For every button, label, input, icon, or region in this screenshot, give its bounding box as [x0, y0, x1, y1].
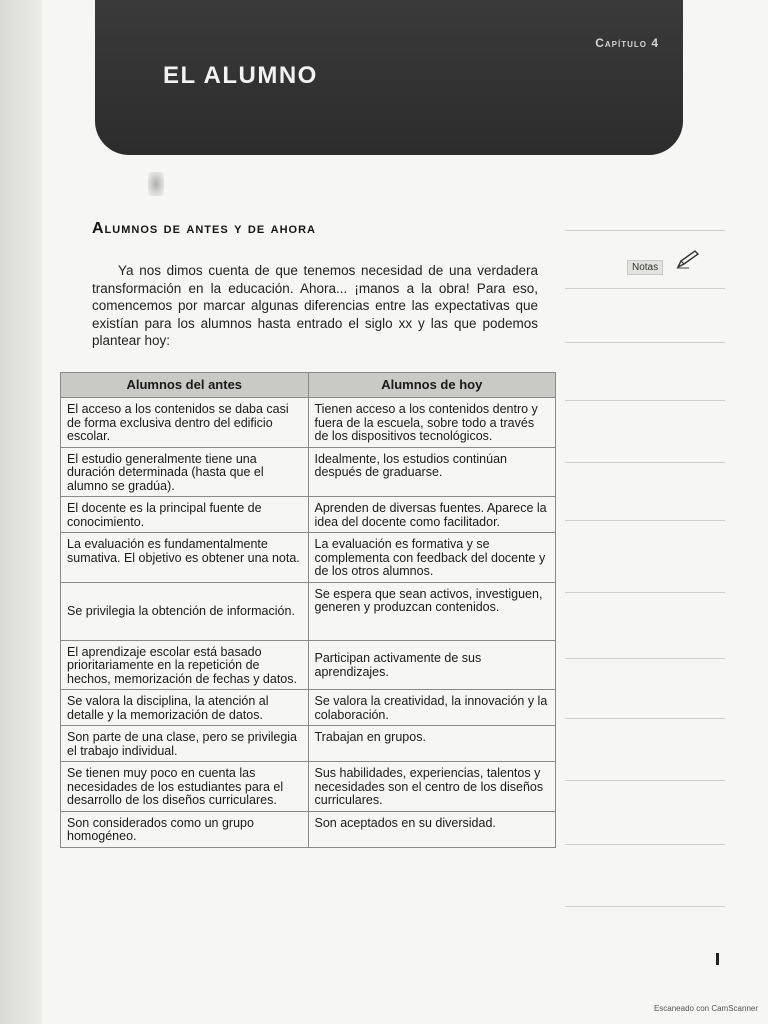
notes-rule	[565, 592, 725, 593]
page-marker	[716, 953, 719, 965]
cell-now: Participan activamente de sus aprendizajes.	[308, 640, 556, 690]
scanner-watermark: Escaneado con CamScanner	[653, 1004, 758, 1013]
cell-before: Son parte de una clase, pero se privilegia el trabajo individual.	[61, 726, 309, 762]
notes-rule	[565, 520, 725, 521]
table-row	[61, 398, 556, 448]
notes-rule	[565, 462, 725, 463]
table-row	[61, 726, 556, 762]
column-header: Alumnos de hoy	[308, 373, 556, 398]
table-row	[61, 762, 556, 812]
notes-rule	[565, 658, 725, 659]
table-row	[61, 582, 556, 640]
ink-smudge	[148, 172, 164, 196]
table-row	[61, 497, 556, 533]
cell-now: Se valora la creatividad, la innovación y la colaboración.	[308, 690, 556, 726]
notes-rule	[565, 780, 725, 781]
cell-before: La evaluación es fundamentalmente sumativa. El objetivo es obtener una nota.	[61, 533, 309, 583]
cell-before: Son considerados como un grupo homogéneo.	[61, 811, 309, 847]
cell-before: El aprendizaje escolar está basado prioritariamente en la repetición de hechos, memorización de fechas y datos.	[61, 640, 309, 690]
cell-before: Se privilegia la obtención de información.	[61, 582, 309, 640]
notes-rule	[565, 230, 725, 231]
cell-before: Se valora la disciplina, la atención al detalle y la memorización de datos.	[61, 690, 309, 726]
section-title: Alumnos de antes y de ahora	[92, 220, 316, 237]
notes-margin	[565, 230, 725, 930]
cell-now: Tienen acceso a los contenidos dentro y fuera de la escuela, sobre todo a través de los dispositivos tecnológicos.	[308, 398, 556, 448]
cell-now: Son aceptados en su diversidad.	[308, 811, 556, 847]
table-row	[61, 690, 556, 726]
column-header: Alumnos del antes	[61, 373, 309, 398]
pencil-icon	[675, 248, 701, 270]
cell-before: Se tienen muy poco en cuenta las necesidades de los estudiantes para el desarrollo de los diseños curriculares.	[61, 762, 309, 812]
table-header-row	[61, 373, 556, 398]
cell-now: Sus habilidades, experiencias, talentos y necesidades son el centro de los diseños curriculares.	[308, 762, 556, 812]
chapter-header	[95, 0, 683, 155]
cell-now: Trabajan en grupos.	[308, 726, 556, 762]
cell-now: Se espera que sean activos, investiguen, generen y produzcan contenidos.	[308, 582, 556, 640]
chapter-title: EL ALUMNO	[163, 62, 318, 89]
comparison-table	[60, 372, 556, 848]
cell-now: Aprenden de diversas fuentes. Aparece la idea del docente como facilitador.	[308, 497, 556, 533]
notes-label: Notas	[627, 260, 663, 275]
cell-before: El docente es la principal fuente de conocimiento.	[61, 497, 309, 533]
notes-rule	[565, 288, 725, 289]
cell-before: El estudio generalmente tiene una duración determinada (hasta que el alumno se gradúa).	[61, 447, 309, 497]
cell-now: La evaluación es formativa y se complementa con feedback del docente y de los otros alumnos.	[308, 533, 556, 583]
table-row	[61, 640, 556, 690]
table-row	[61, 811, 556, 847]
notes-rule	[565, 342, 725, 343]
intro-paragraph: Ya nos dimos cuenta de que tenemos necesidad de una verdadera transformación en la educación. Ahora... ¡manos a la obra! Para eso, comencemos por marcar algunas diferencias entre las expectativas que existían para los alumnos hasta entrado el siglo xx y las que podemos plantear hoy:	[92, 263, 538, 348]
notes-rule	[565, 400, 725, 401]
page-edge	[0, 0, 42, 1024]
notes-rule	[565, 906, 725, 907]
notes-rule	[565, 844, 725, 845]
table-row	[61, 447, 556, 497]
cell-now: Idealmente, los estudios continúan después de graduarse.	[308, 447, 556, 497]
table-row	[61, 533, 556, 583]
notes-rule	[565, 718, 725, 719]
chapter-label: Capítulo 4	[595, 36, 659, 50]
cell-before: El acceso a los contenidos se daba casi de forma exclusiva dentro del edificio escolar.	[61, 398, 309, 448]
